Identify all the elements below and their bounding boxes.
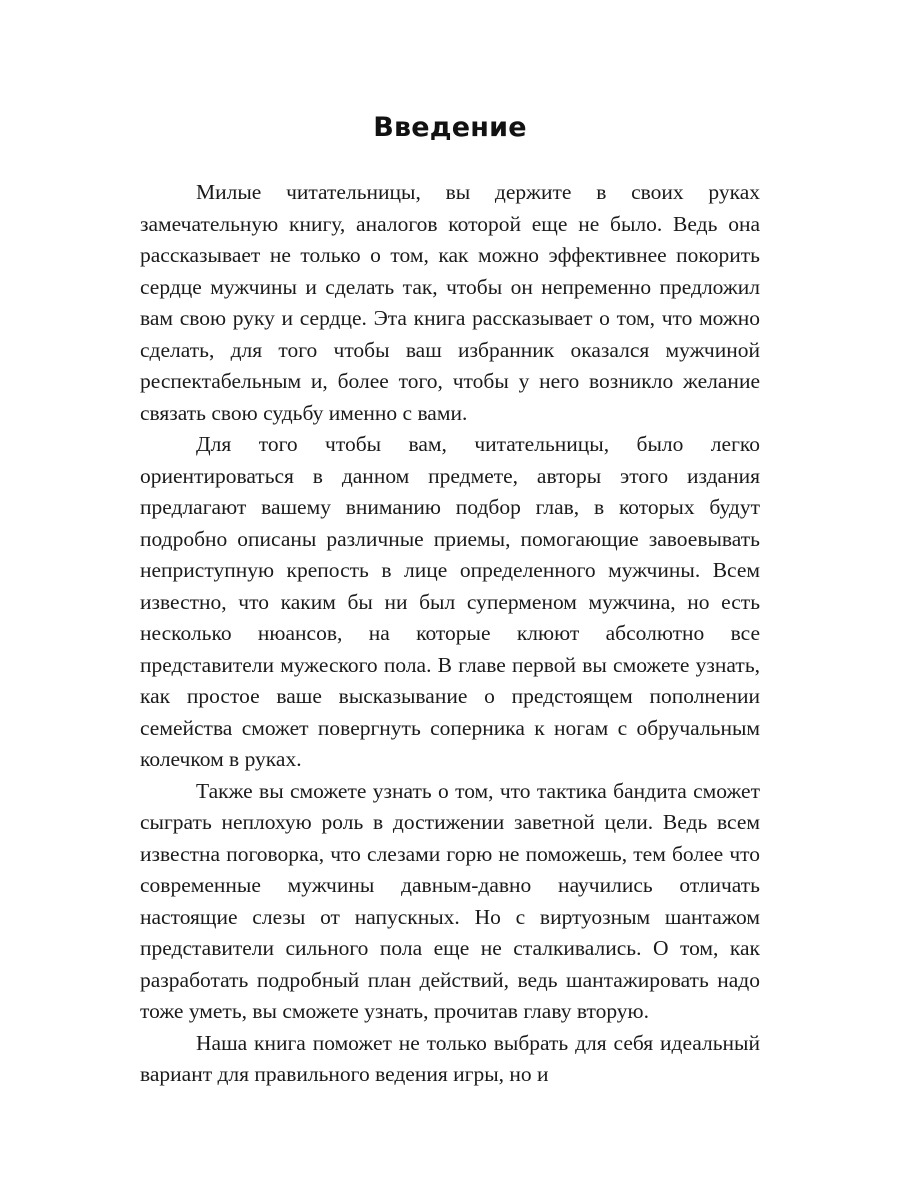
body-text: [140, 177, 760, 1091]
page-title: Введение: [373, 112, 527, 143]
paragraph: Милые читательницы, вы держите в своих руках замечательную книгу, аналогов которой еще не было. Ведь она рассказывает не только о том, как можно эффективнее покорить сердце мужчины и сделать так, чтобы он непременно предложил вам свою руку и сердце. Эта книга рассказывает о том, что можно сделать, для того чтобы ваш избранник оказался мужчиной респектабельным и, более того, чтобы у него возникло желание связать свою судьбу именно с вами.: [140, 180, 760, 425]
paragraph: Для того чтобы вам, читательницы, было легко ориентироваться в данном предмете, авторы этого издания предлагают вашему вниманию подбор глав, в которых будут подробно описаны различные приемы, помогающие завоевывать неприступную крепость в лице определенного мужчины. Всем известно, что каким бы ни был суперменом мужчина, но есть несколько нюансов, на которые клюют абсолютно все представители мужеского пола. В главе первой вы сможете узнать, как простое ваше высказывание о предстоящем пополнении семейства сможет повергнуть соперника к ногам с обручальным колечком в руках.: [140, 432, 760, 771]
paragraph: Наша книга поможет не только выбрать для себя идеальный вариант для правильного ведения игры, но и: [140, 1030, 760, 1086]
paragraph: Также вы сможете узнать о том, что тактика бандита сможет сыграть неплохую роль в достижении заветной цели. Ведь всем известна поговорка, что слезами горю не поможешь, тем более что современные мужчины давным-давно научились отличать настоящие слезы от напускных. Но с виртуозным шантажом представители сильного пола еще не сталкивались. О том, как разработать подробный план действий, ведь шантажировать надо тоже уметь, вы сможете узнать, прочитав главу вторую.: [140, 778, 760, 1023]
